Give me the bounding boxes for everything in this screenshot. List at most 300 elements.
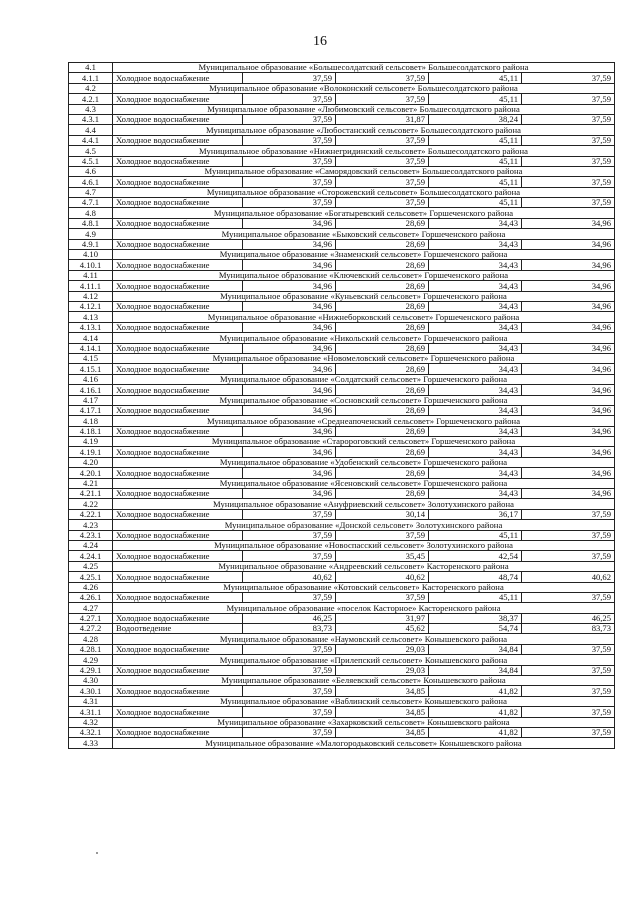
tariff-value: 34,96	[522, 260, 615, 270]
section-title: Муниципальное образование «Солдатский сельсовет» Горшеченского района	[113, 374, 615, 384]
tariff-value: 45,11	[429, 592, 522, 602]
service-name: Водоотведение	[113, 624, 243, 634]
tariff-value: 31,87	[336, 114, 429, 124]
section-title: Муниципальное образование «Среднеапоченский сельсовет» Горшеченского района	[113, 416, 615, 426]
row-number: 4.17.1	[69, 405, 113, 415]
section-title: Муниципальное образование «Новомеловский сельсовет» Горшеченского района	[113, 353, 615, 363]
tariff-value: 28,69	[336, 322, 429, 332]
table-row	[69, 613, 615, 623]
section-number: 4.2	[69, 83, 113, 93]
section-header-row	[69, 561, 615, 571]
tariff-value: 34,85	[336, 728, 429, 738]
section-title: Муниципальное образование «Прилепский сельсовет» Конышевского района	[113, 655, 615, 665]
tariff-value: 37,59	[243, 177, 336, 187]
row-number: 4.6.1	[69, 177, 113, 187]
tariff-value: 34,96	[243, 281, 336, 291]
row-number: 4.16.1	[69, 385, 113, 395]
section-title: Муниципальное образование «Захарковский сельсовет» Конышевского района	[113, 717, 615, 727]
tariff-value: 37,59	[522, 156, 615, 166]
service-name: Холодное водоснабжение	[113, 260, 243, 270]
tariff-value: 46,25	[522, 613, 615, 623]
tariff-value: 37,59	[243, 592, 336, 602]
row-number: 4.26.1	[69, 592, 113, 602]
tariff-value: 37,59	[336, 530, 429, 540]
service-name: Холодное водоснабжение	[113, 343, 243, 353]
section-header-row	[69, 437, 615, 447]
tariff-value: 37,59	[336, 177, 429, 187]
section-header-row	[69, 655, 615, 665]
tariff-value: 28,69	[336, 426, 429, 436]
tariff-value: 28,69	[336, 447, 429, 457]
row-number: 4.24.1	[69, 551, 113, 561]
tariff-value: 37,59	[522, 73, 615, 83]
section-title: Муниципальное образование «Сосновский сельсовет» Горшеченского района	[113, 395, 615, 405]
row-number: 4.20.1	[69, 468, 113, 478]
tariff-value: 37,59	[243, 135, 336, 145]
service-name: Холодное водоснабжение	[113, 385, 243, 395]
row-number: 4.7.1	[69, 198, 113, 208]
section-title: Муниципальное образование «Нижнегридинский сельсовет» Большесолдатского района	[113, 146, 615, 156]
section-header-row	[69, 125, 615, 135]
row-number: 4.14.1	[69, 343, 113, 353]
tariff-value: 37,59	[522, 644, 615, 654]
tariff-value: 34,96	[243, 405, 336, 415]
section-title: Муниципальное образование «Саморядовский сельсовет» Большесолдатского района	[113, 166, 615, 176]
section-title: Муниципальное образование «Наумовский сельсовет» Конышевского района	[113, 634, 615, 644]
section-number: 4.13	[69, 312, 113, 322]
row-number: 4.2.1	[69, 94, 113, 104]
tariff-value: 28,69	[336, 468, 429, 478]
row-number: 4.27.1	[69, 613, 113, 623]
row-number: 4.19.1	[69, 447, 113, 457]
section-title: Муниципальное образование «Никольский сельсовет» Горшеченского района	[113, 333, 615, 343]
tariff-value: 37,59	[243, 73, 336, 83]
section-title: Муниципальное образование «Ключевский сельсовет» Горшеченского района	[113, 270, 615, 280]
service-name: Холодное водоснабжение	[113, 592, 243, 602]
tariff-value: 38,37	[429, 613, 522, 623]
section-header-row	[69, 738, 615, 748]
section-number: 4.9	[69, 229, 113, 239]
tariff-value: 34,43	[429, 385, 522, 395]
table-row	[69, 281, 615, 291]
section-number: 4.14	[69, 333, 113, 343]
section-header-row	[69, 395, 615, 405]
section-title: Муниципальное образование «Новоспасский сельсовет» Золотухинского района	[113, 540, 615, 550]
tariff-value: 37,59	[336, 135, 429, 145]
table-row	[69, 686, 615, 696]
row-number: 4.23.1	[69, 530, 113, 540]
service-name: Холодное водоснабжение	[113, 686, 243, 696]
tariff-value: 34,96	[522, 364, 615, 374]
section-header-row	[69, 104, 615, 114]
tariff-value: 34,43	[429, 218, 522, 228]
row-number: 4.25.1	[69, 572, 113, 582]
section-header-row	[69, 634, 615, 644]
table-row	[69, 530, 615, 540]
row-number: 4.15.1	[69, 364, 113, 374]
tariff-value: 83,73	[522, 624, 615, 634]
row-number: 4.31.1	[69, 707, 113, 717]
tariff-value: 34,43	[429, 364, 522, 374]
section-header-row	[69, 83, 615, 93]
section-header-row	[69, 520, 615, 530]
tariff-value: 45,11	[429, 530, 522, 540]
tariff-value: 37,59	[522, 94, 615, 104]
tariff-value: 28,69	[336, 364, 429, 374]
tariff-value: 31,97	[336, 613, 429, 623]
tariff-value: 28,69	[336, 260, 429, 270]
section-number: 4.33	[69, 738, 113, 748]
tariff-value: 37,59	[522, 707, 615, 717]
tariff-value: 34,96	[522, 385, 615, 395]
section-number: 4.25	[69, 561, 113, 571]
tariff-value: 37,59	[336, 592, 429, 602]
tariff-value: 37,59	[522, 592, 615, 602]
tariff-value: 28,69	[336, 405, 429, 415]
table-row	[69, 177, 615, 187]
service-name: Холодное водоснабжение	[113, 665, 243, 675]
section-header-row	[69, 270, 615, 280]
section-header-row	[69, 333, 615, 343]
tariff-value: 34,96	[522, 301, 615, 311]
tariff-value: 34,84	[429, 644, 522, 654]
section-title: Муниципальное образование «Старороговский сельсовет» Горшеченского района	[113, 437, 615, 447]
service-name: Холодное водоснабжение	[113, 301, 243, 311]
table-row	[69, 156, 615, 166]
tariff-value: 45,11	[429, 177, 522, 187]
table-row	[69, 644, 615, 654]
tariff-value: 40,62	[522, 572, 615, 582]
section-title: Муниципальное образование «Знаменский сельсовет» Горшеченского района	[113, 250, 615, 260]
tariff-value: 38,24	[429, 114, 522, 124]
tariff-value: 34,96	[243, 218, 336, 228]
tariff-value: 34,96	[243, 426, 336, 436]
tariff-value: 34,96	[522, 405, 615, 415]
service-name: Холодное водоснабжение	[113, 94, 243, 104]
service-name: Холодное водоснабжение	[113, 198, 243, 208]
table-row	[69, 260, 615, 270]
service-name: Холодное водоснабжение	[113, 218, 243, 228]
service-name: Холодное водоснабжение	[113, 177, 243, 187]
tariff-value: 34,96	[243, 468, 336, 478]
tariff-value: 35,45	[336, 551, 429, 561]
tariff-value: 37,59	[522, 551, 615, 561]
service-name: Холодное водоснабжение	[113, 572, 243, 582]
section-number: 4.10	[69, 250, 113, 260]
section-number: 4.11	[69, 270, 113, 280]
tariff-value: 28,69	[336, 281, 429, 291]
table-row	[69, 239, 615, 249]
tariff-value: 34,43	[429, 426, 522, 436]
section-number: 4.28	[69, 634, 113, 644]
section-title: Муниципальное образование «Любостанский сельсовет» Большесолдатского района	[113, 125, 615, 135]
tariff-value: 34,85	[336, 686, 429, 696]
table-row	[69, 592, 615, 602]
service-name: Холодное водоснабжение	[113, 530, 243, 540]
section-number: 4.22	[69, 499, 113, 509]
section-title: Муниципальное образование «Быковский сельсовет» Горшеченского района	[113, 229, 615, 239]
section-header-row	[69, 696, 615, 706]
service-name: Холодное водоснабжение	[113, 405, 243, 415]
row-number: 4.29.1	[69, 665, 113, 675]
table-row	[69, 135, 615, 145]
tariff-value: 34,43	[429, 468, 522, 478]
section-number: 4.17	[69, 395, 113, 405]
table-row	[69, 468, 615, 478]
tariff-value: 37,59	[336, 156, 429, 166]
section-header-row	[69, 208, 615, 218]
table-row	[69, 322, 615, 332]
tariff-value: 37,59	[522, 728, 615, 738]
tariff-value: 34,85	[336, 707, 429, 717]
section-header-row	[69, 250, 615, 260]
row-number: 4.28.1	[69, 644, 113, 654]
tariff-value: 42,54	[429, 551, 522, 561]
scan-speck	[96, 852, 98, 854]
row-number: 4.1.1	[69, 73, 113, 83]
section-number: 4.5	[69, 146, 113, 156]
tariff-value: 34,43	[429, 301, 522, 311]
table-row	[69, 572, 615, 582]
section-number: 4.16	[69, 374, 113, 384]
section-number: 4.30	[69, 676, 113, 686]
tariff-value: 34,96	[522, 239, 615, 249]
section-number: 4.19	[69, 437, 113, 447]
tariff-value: 37,59	[522, 198, 615, 208]
tariff-value: 34,96	[522, 468, 615, 478]
section-header-row	[69, 582, 615, 592]
section-number: 4.24	[69, 540, 113, 550]
tariff-value: 37,59	[522, 509, 615, 519]
section-number: 4.18	[69, 416, 113, 426]
table-row	[69, 343, 615, 353]
section-title: Муниципальное образование «Беляевский сельсовет» Конышевского района	[113, 676, 615, 686]
section-title: Муниципальное образование «Ваблинский сельсовет» Конышевского района	[113, 696, 615, 706]
row-number: 4.3.1	[69, 114, 113, 124]
tariff-value: 46,25	[243, 613, 336, 623]
tariff-value: 34,43	[429, 405, 522, 415]
row-number: 4.9.1	[69, 239, 113, 249]
tariff-value: 28,69	[336, 239, 429, 249]
tariff-value: 37,59	[243, 94, 336, 104]
section-number: 4.7	[69, 187, 113, 197]
section-number: 4.3	[69, 104, 113, 114]
tariff-value: 30,14	[336, 509, 429, 519]
service-name: Холодное водоснабжение	[113, 613, 243, 623]
row-number: 4.30.1	[69, 686, 113, 696]
section-number: 4.29	[69, 655, 113, 665]
table-row	[69, 447, 615, 457]
table-row	[69, 218, 615, 228]
section-number: 4.32	[69, 717, 113, 727]
section-header-row	[69, 478, 615, 488]
row-number: 4.11.1	[69, 281, 113, 291]
tariff-value: 37,59	[522, 530, 615, 540]
table-row	[69, 73, 615, 83]
section-number: 4.23	[69, 520, 113, 530]
tariff-value: 48,74	[429, 572, 522, 582]
table-row	[69, 728, 615, 738]
section-title: Муниципальное образование «Богатыревский сельсовет» Горшеченского района	[113, 208, 615, 218]
section-number: 4.6	[69, 166, 113, 176]
tariff-value: 34,96	[243, 343, 336, 353]
section-header-row	[69, 416, 615, 426]
service-name: Холодное водоснабжение	[113, 322, 243, 332]
row-number: 4.13.1	[69, 322, 113, 332]
service-name: Холодное водоснабжение	[113, 156, 243, 166]
tariff-value: 34,96	[522, 281, 615, 291]
section-title: Муниципальное образование «Ануфриевский сельсовет» Золотухинского района	[113, 499, 615, 509]
tariff-value: 41,82	[429, 686, 522, 696]
tariff-value: 37,59	[336, 94, 429, 104]
section-title: Муниципальное образование «Сторожевский сельсовет» Большесолдатского района	[113, 187, 615, 197]
service-name: Холодное водоснабжение	[113, 509, 243, 519]
tariff-value: 37,59	[522, 686, 615, 696]
service-name: Холодное водоснабжение	[113, 707, 243, 717]
tariff-value: 34,96	[243, 364, 336, 374]
tariff-value: 37,59	[243, 509, 336, 519]
tariff-value: 54,74	[429, 624, 522, 634]
tariff-value: 37,59	[243, 644, 336, 654]
tariff-value: 34,43	[429, 260, 522, 270]
table-row	[69, 301, 615, 311]
tariff-value: 34,96	[522, 489, 615, 499]
tariff-table	[68, 62, 615, 749]
section-header-row	[69, 312, 615, 322]
tariff-value: 37,59	[522, 665, 615, 675]
service-name: Холодное водоснабжение	[113, 135, 243, 145]
tariff-value: 34,96	[522, 343, 615, 353]
table-row	[69, 114, 615, 124]
tariff-value: 45,11	[429, 156, 522, 166]
tariff-value: 37,59	[243, 665, 336, 675]
service-name: Холодное водоснабжение	[113, 728, 243, 738]
section-title: Муниципальное образование «Нижнеборковский сельсовет» Горшеченского района	[113, 312, 615, 322]
tariff-value: 45,11	[429, 94, 522, 104]
table-row	[69, 385, 615, 395]
section-header-row	[69, 540, 615, 550]
section-title: Муниципальное образование «Малогородьковский сельсовет» Конышевского района	[113, 738, 615, 748]
section-header-row	[69, 353, 615, 363]
table-row	[69, 509, 615, 519]
tariff-value: 37,59	[336, 73, 429, 83]
tariff-value: 40,62	[336, 572, 429, 582]
tariff-value: 28,69	[336, 218, 429, 228]
tariff-value: 83,73	[243, 624, 336, 634]
tariff-value: 37,59	[336, 198, 429, 208]
row-number: 4.32.1	[69, 728, 113, 738]
tariff-value: 41,82	[429, 728, 522, 738]
tariff-value: 28,69	[336, 489, 429, 499]
tariff-value: 45,11	[429, 198, 522, 208]
tariff-value: 34,43	[429, 281, 522, 291]
tariff-value: 34,96	[522, 218, 615, 228]
tariff-value: 37,59	[243, 530, 336, 540]
service-name: Холодное водоснабжение	[113, 239, 243, 249]
section-header-row	[69, 291, 615, 301]
tariff-value: 37,59	[522, 177, 615, 187]
table-row	[69, 489, 615, 499]
section-header-row	[69, 63, 615, 73]
table-row	[69, 198, 615, 208]
tariff-value: 37,59	[243, 114, 336, 124]
service-name: Холодное водоснабжение	[113, 468, 243, 478]
table-row	[69, 707, 615, 717]
section-header-row	[69, 603, 615, 613]
section-number: 4.21	[69, 478, 113, 488]
section-title: Муниципальное образование «поселок Касторное» Касторенского района	[113, 603, 615, 613]
section-title: Муниципальное образование «Удобенский сельсовет» Горшеченского района	[113, 457, 615, 467]
section-header-row	[69, 146, 615, 156]
service-name: Холодное водоснабжение	[113, 114, 243, 124]
tariff-value: 34,96	[522, 322, 615, 332]
tariff-value: 28,69	[336, 301, 429, 311]
tariff-value: 41,82	[429, 707, 522, 717]
section-header-row	[69, 457, 615, 467]
tariff-value: 37,59	[243, 156, 336, 166]
table-row	[69, 94, 615, 104]
section-title: Муниципальное образование «Ясеновский сельсовет» Горшеченского района	[113, 478, 615, 488]
service-name: Холодное водоснабжение	[113, 447, 243, 457]
row-number: 4.5.1	[69, 156, 113, 166]
row-number: 4.4.1	[69, 135, 113, 145]
row-number: 4.22.1	[69, 509, 113, 519]
section-number: 4.1	[69, 63, 113, 73]
tariff-value: 34,43	[429, 489, 522, 499]
section-header-row	[69, 374, 615, 384]
section-number: 4.31	[69, 696, 113, 706]
table-row	[69, 665, 615, 675]
tariff-value: 28,69	[336, 343, 429, 353]
table-row	[69, 364, 615, 374]
section-header-row	[69, 499, 615, 509]
tariff-value: 34,96	[243, 322, 336, 332]
table-row	[69, 405, 615, 415]
section-header-row	[69, 676, 615, 686]
row-number: 4.21.1	[69, 489, 113, 499]
tariff-value: 34,96	[243, 239, 336, 249]
service-name: Холодное водоснабжение	[113, 426, 243, 436]
tariff-value: 34,96	[243, 301, 336, 311]
table-row	[69, 551, 615, 561]
tariff-value: 34,43	[429, 343, 522, 353]
section-number: 4.20	[69, 457, 113, 467]
tariff-table-container	[68, 62, 614, 749]
tariff-value: 34,96	[522, 447, 615, 457]
tariff-value: 34,96	[243, 447, 336, 457]
tariff-value: 29,03	[336, 644, 429, 654]
section-header-row	[69, 187, 615, 197]
section-title: Муниципальное образование «Любимовский сельсовет» Большесолдатского района	[113, 104, 615, 114]
section-number: 4.27	[69, 603, 113, 613]
tariff-value: 37,59	[522, 114, 615, 124]
tariff-table-body	[69, 63, 615, 749]
tariff-value: 28,69	[336, 385, 429, 395]
service-name: Холодное водоснабжение	[113, 644, 243, 654]
tariff-value: 34,96	[522, 426, 615, 436]
tariff-value: 40,62	[243, 572, 336, 582]
service-name: Холодное водоснабжение	[113, 489, 243, 499]
tariff-value: 36,17	[429, 509, 522, 519]
section-header-row	[69, 229, 615, 239]
tariff-value: 45,62	[336, 624, 429, 634]
tariff-value: 34,43	[429, 322, 522, 332]
tariff-value: 37,59	[243, 551, 336, 561]
section-number: 4.26	[69, 582, 113, 592]
section-header-row	[69, 717, 615, 727]
tariff-value: 34,96	[243, 385, 336, 395]
section-title: Муниципальное образование «Большесолдатский сельсовет» Большесолдатского района	[113, 63, 615, 73]
